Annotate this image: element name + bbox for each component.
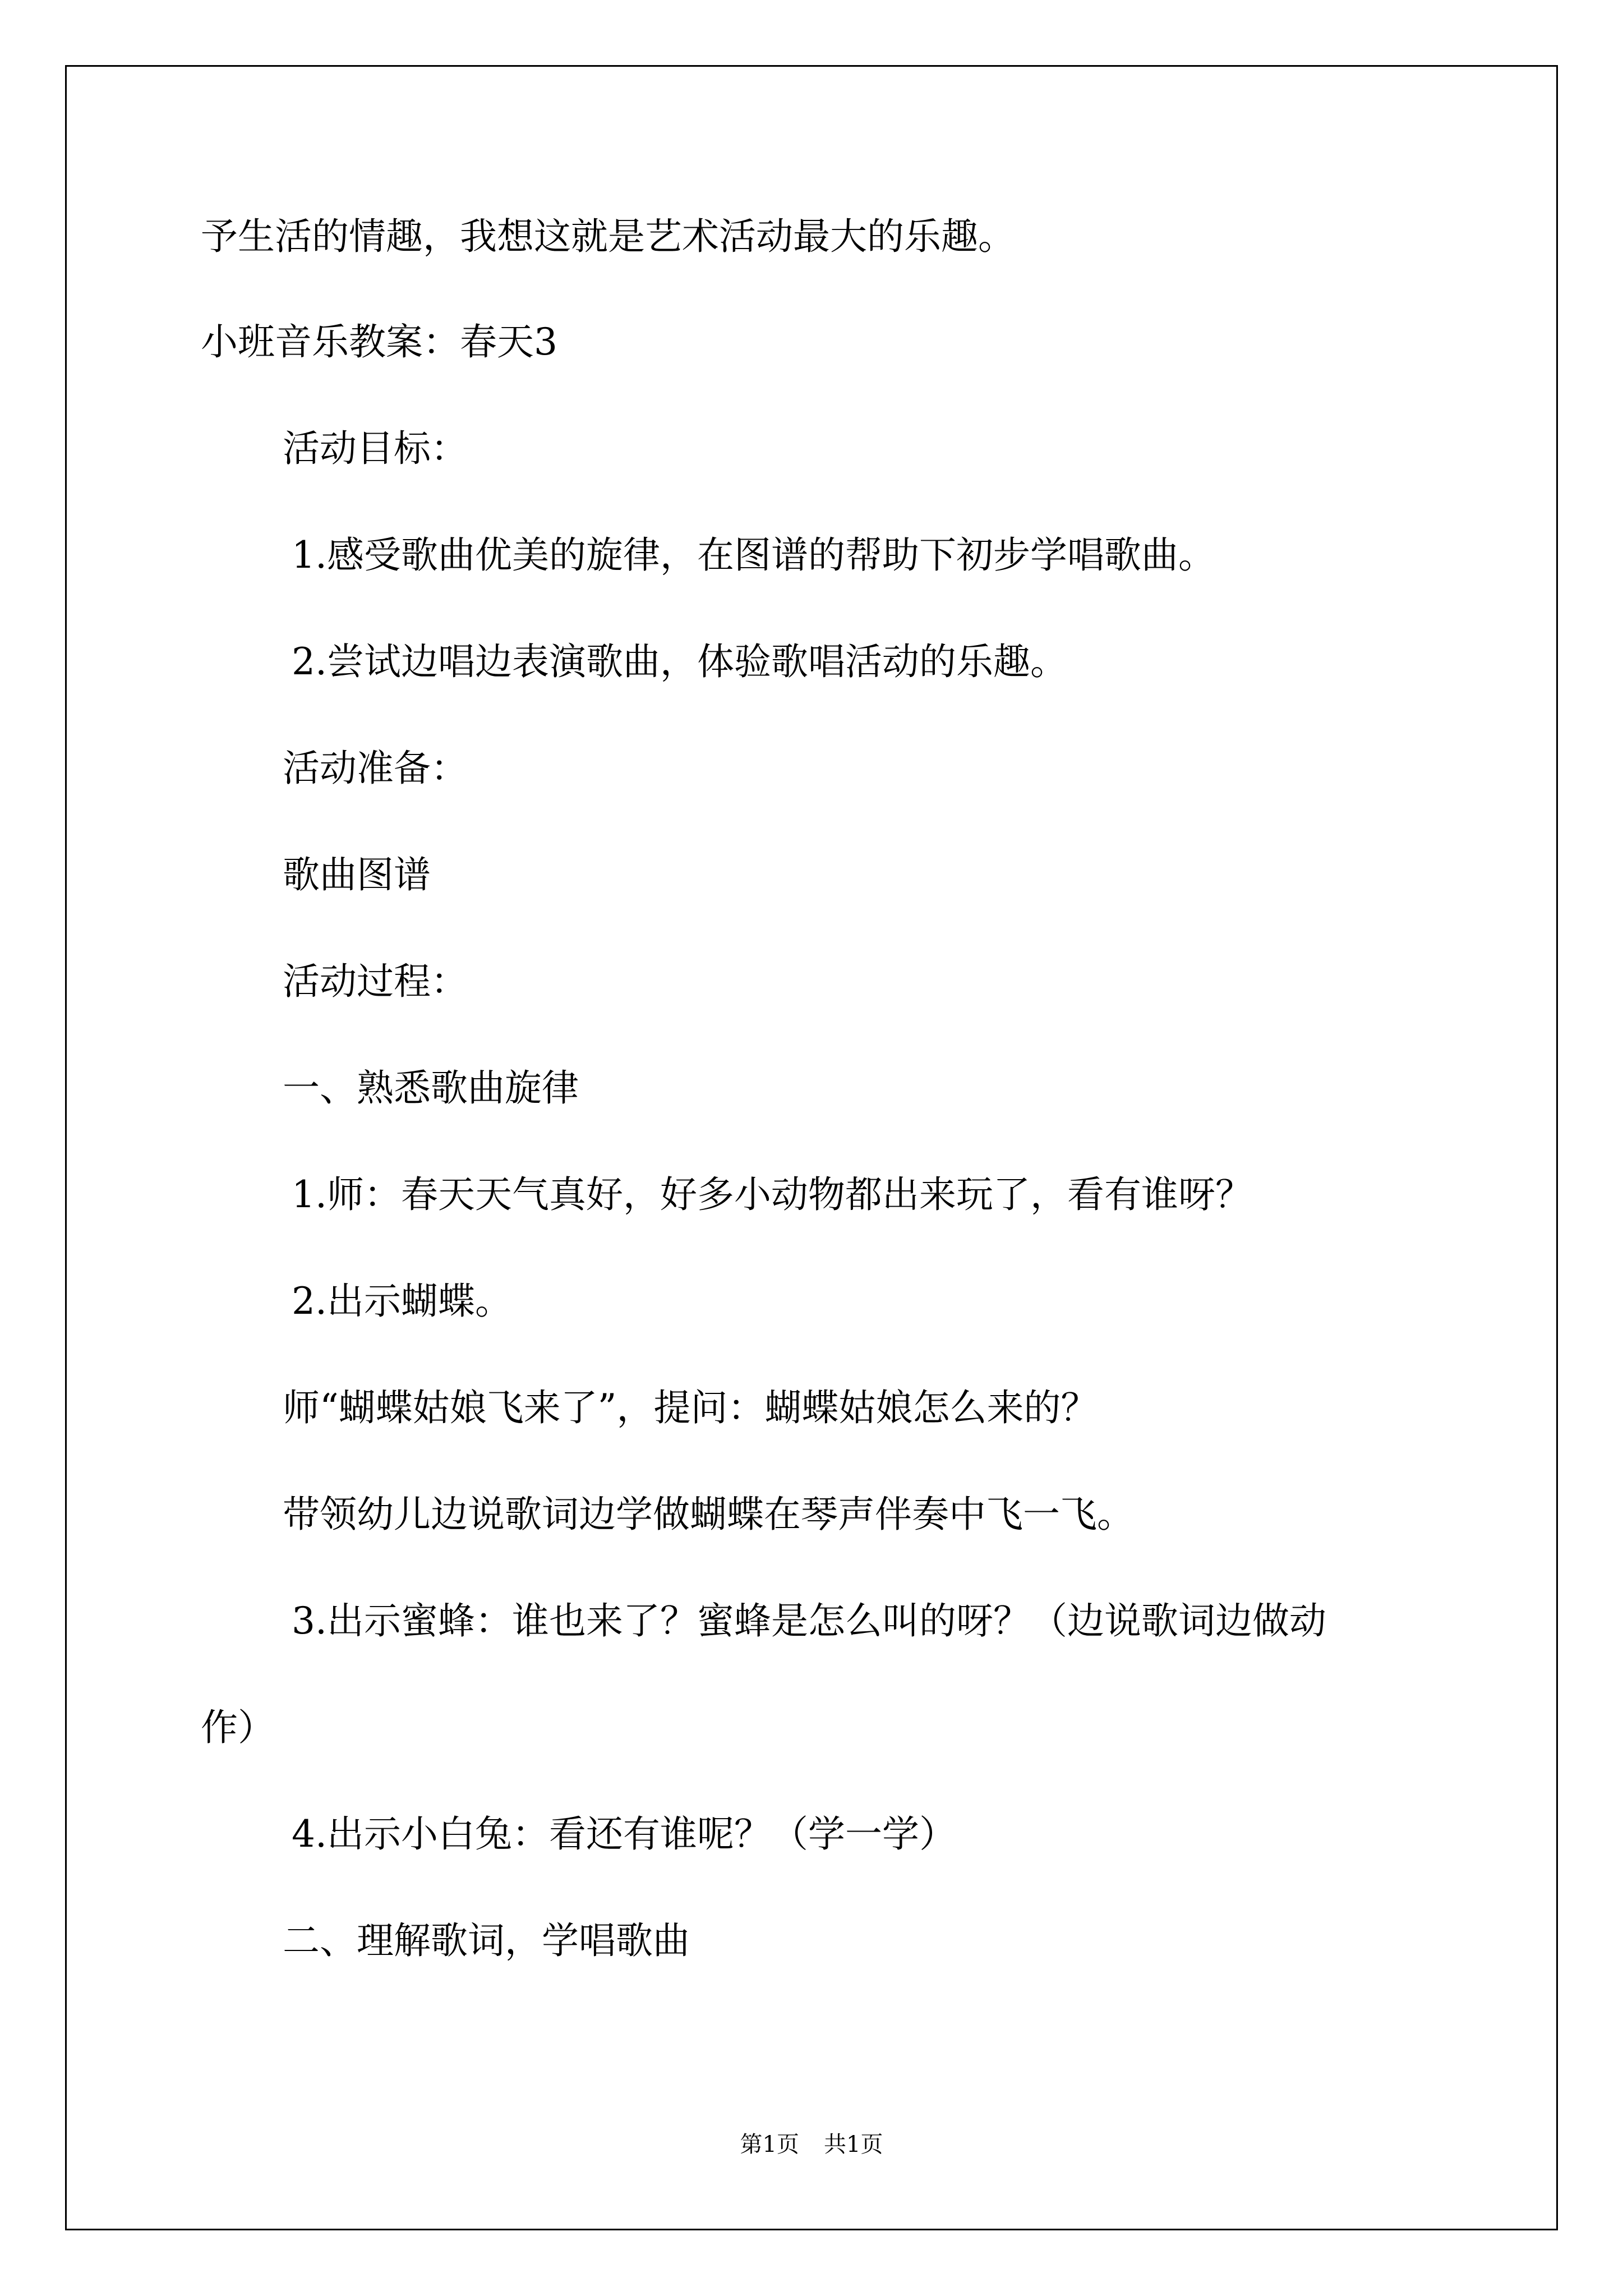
heading-preparation: 活动准备： [283, 747, 468, 790]
paragraph-intro: 予生活的情趣，我想这就是艺术活动最大的乐趣。 [201, 215, 1015, 258]
section-heading-2: 二、理解歌词，学唱歌曲 [283, 1919, 690, 1962]
goal-item-1: 1.感受歌曲优美的旋律，在图谱的帮助下初步学唱歌曲。 [292, 533, 1215, 577]
section-heading-1: 一、熟悉歌曲旋律 [283, 1066, 579, 1110]
page-number: 第1页 [740, 2132, 799, 2157]
goal-item-2: 2.尝试边唱边表演歌曲，体验歌唱活动的乐趣。 [292, 640, 1067, 683]
lesson-title: 小班音乐教案：春天3 [201, 320, 557, 364]
page-border [65, 65, 1558, 2230]
process-item-4: 4.出示小白兔：看还有谁呢？（学一学） [292, 1812, 956, 1856]
page-total: 共1页 [824, 2132, 883, 2157]
process-text-butterfly: 师“蝴蝶姑娘飞来了”，提问：蝴蝶姑娘怎么来的？ [283, 1386, 1098, 1429]
process-item-2: 2.出示蝴蝶。 [292, 1280, 512, 1323]
process-text-lead: 带领幼儿边说歌词边学做蝴蝶在琴声伴奏中飞一飞。 [283, 1493, 1134, 1536]
heading-process: 活动过程： [283, 960, 468, 1003]
process-item-3-continued: 作） [201, 1706, 275, 1749]
process-item-3: 3.出示蜜蜂：谁也来了？蜜蜂是怎么叫的呀？（边说歌词边做动 [292, 1599, 1326, 1642]
process-item-1: 1.师：春天天气真好，好多小动物都出来玩了，看有谁呀？ [292, 1173, 1252, 1216]
page-footer [0, 2131, 1623, 2159]
preparation-text: 歌曲图谱 [283, 853, 431, 896]
heading-goals: 活动目标： [283, 427, 468, 470]
